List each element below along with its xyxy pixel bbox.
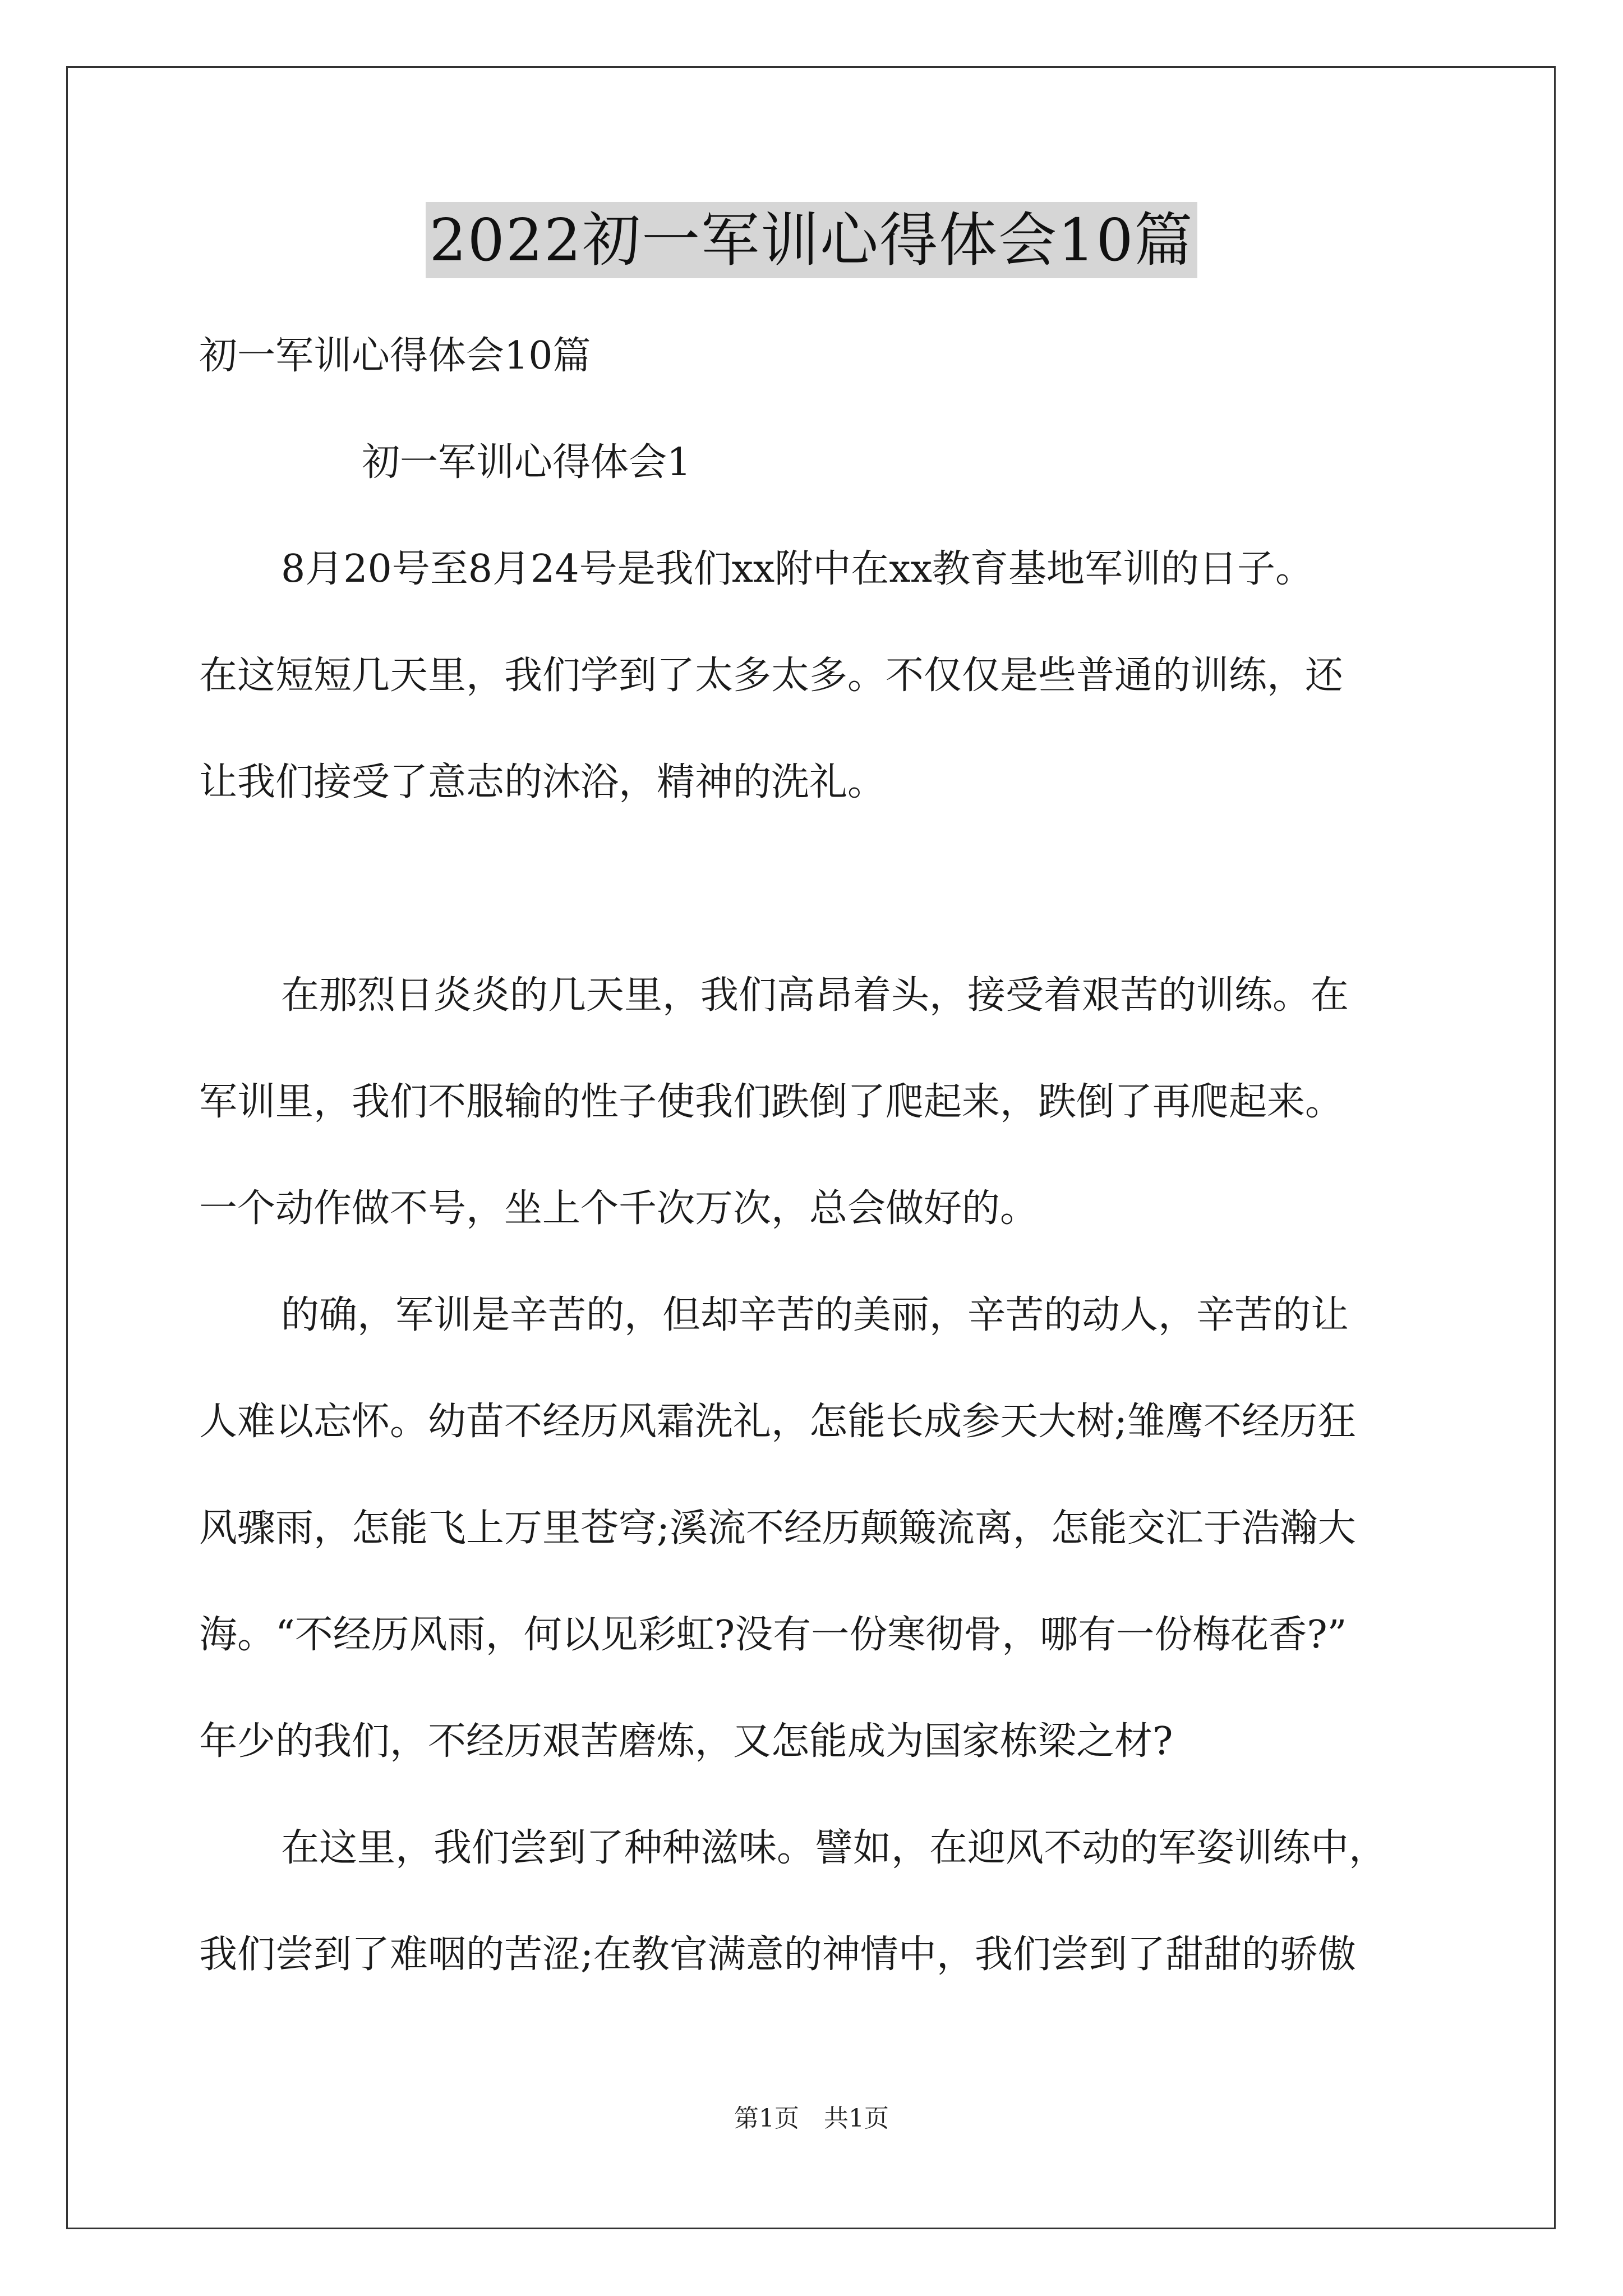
paragraph-line: 一个动作做不号，坐上个千次万次，总会做好的。 xyxy=(199,1186,1039,1231)
paragraph-gap xyxy=(199,836,1444,942)
paragraph-line: 在那烈日炎炎的几天里，我们高昂着头，接受着艰苦的训练。在 xyxy=(281,973,1349,1018)
paragraph-line: 风骤雨，怎能飞上万里苍穹;溪流不经历颠簸流离，怎能交汇于浩瀚大 xyxy=(199,1506,1356,1550)
paragraph-line: 让我们接受了意志的沐浴，精神的洗礼。 xyxy=(199,760,886,804)
paragraph-line: 人难以忘怀。幼苗不经历风霜洗礼，怎能长成参天大树;雏鹰不经历狂 xyxy=(199,1400,1356,1444)
paragraph-line: 的确，军训是辛苦的，但却辛苦的美丽，辛苦的动人，辛苦的让 xyxy=(281,1293,1349,1337)
document-body xyxy=(199,303,1444,2008)
document-title: 2022初一军训心得体会10篇 xyxy=(426,202,1197,278)
paragraph-line: 军训里，我们不服输的性子使我们跌倒了爬起来，跌倒了再爬起来。 xyxy=(199,1080,1344,1124)
subtitle: 初一军训心得体会10篇 xyxy=(199,334,591,378)
paragraph-line: 年少的我们，不经历艰苦磨炼，又怎能成为国家栋梁之材? xyxy=(199,1719,1173,1764)
title-container xyxy=(0,202,1623,278)
section-heading: 初一军训心得体会1 xyxy=(362,440,691,485)
paragraph-line: 在这里，我们尝到了种种滋味。譬如，在迎风不动的军姿训练中， xyxy=(281,1826,1387,1870)
paragraph-line: 我们尝到了难咽的苦涩;在教官满意的神情中，我们尝到了甜甜的骄傲 xyxy=(199,1932,1356,1977)
paragraph-line: 8月20号至8月24号是我们xx附中在xx教育基地军训的日子。 xyxy=(281,547,1313,591)
paragraph-line: 海。“不经历风雨，何以见彩虹?没有一份寒彻骨，哪有一份梅花香?” xyxy=(199,1613,1347,1657)
paragraph-line: 在这短短几天里，我们学到了太多太多。不仅仅是些普通的训练，还 xyxy=(199,654,1344,698)
page-footer: 第1页 共1页 xyxy=(734,2104,889,2133)
